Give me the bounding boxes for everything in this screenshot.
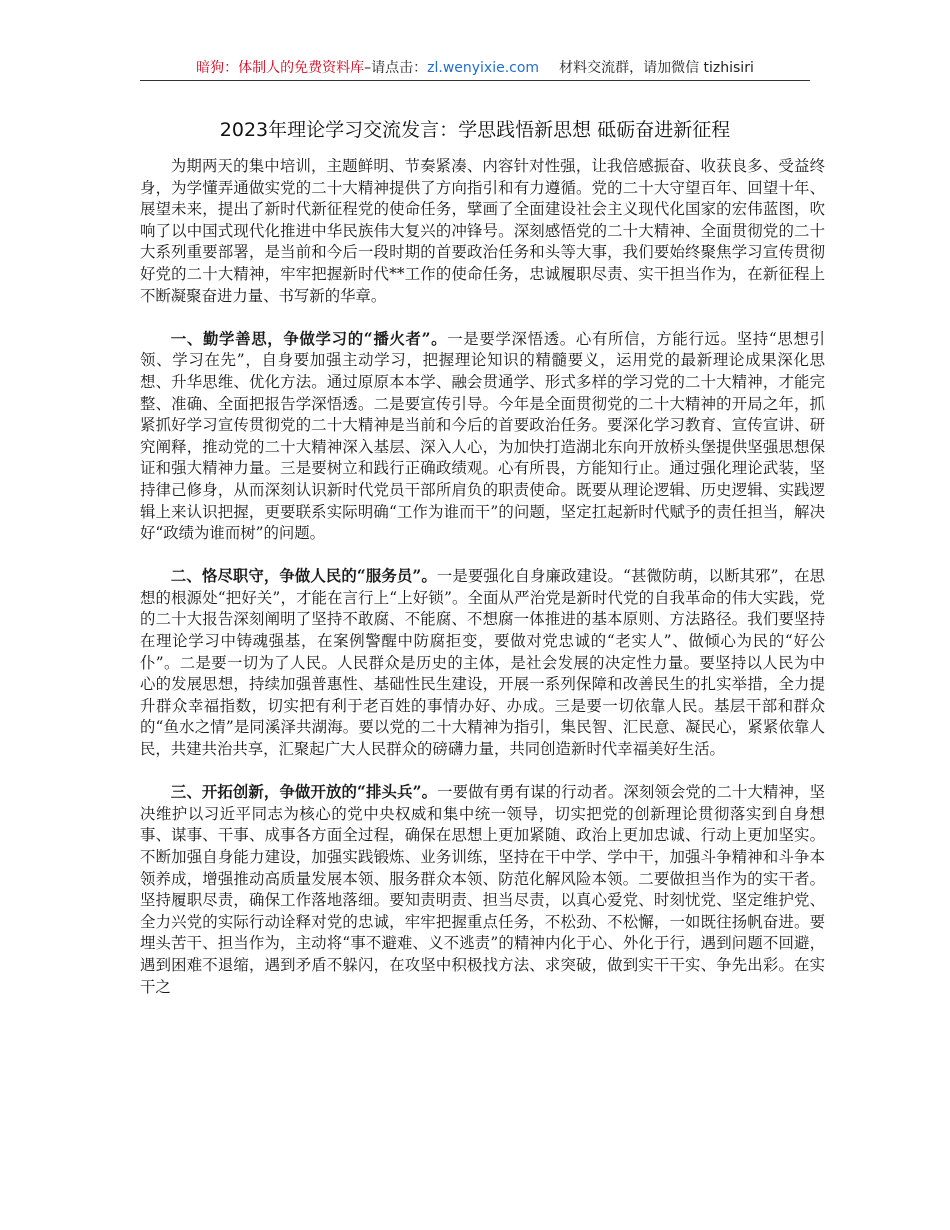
section-heading: 二、恪尽职守，争做人民的“服务员”。: [170, 567, 437, 586]
click-prompt-text: –请点击：: [364, 60, 428, 76]
section-text: 一要做有勇有谋的行动者。深刻领会党的二十大精神，坚决维护以习近平同志为核心的党中央权威和集中统一领导，切实把党的创新理论贯彻落实到自身想事、谋事、干事、成事各方面全过程，确保在思想上更加紧随、政治上更加忠诚、行动上更加坚实。不断加强自身能力建设，加强实践锻炼、业务训练，坚持在干中学、学中干，加强斗争精神和斗争本领养成，增强推动高质量发展本领、服务群众本领、防范化解风险本领。二要做担当作为的实干者。坚持履职尽责，确保工作落地落细。要知责明责、担当尽责，以真心爱党、时刻忧党、坚定维护党、全力兴党的实际行动诠释对党的忠诚，牢牢把握重点任务，不松劲、不松懈，一如既往扬帆奋进。要埋头苦干、担当作为，主动将“事不避难、义不逃责”的精神内化于心、外化于行，遇到问题不回避，遇到困难不退缩，遇到矛盾不躲闪，在攻坚中积极找方法、求突破，做到实干干实、争先出彩。在实干之: [140, 783, 825, 996]
header-divider: [140, 80, 810, 81]
section-paragraph: [140, 329, 825, 545]
document-body: [140, 156, 825, 998]
section-paragraph: [140, 566, 825, 760]
site-brand-text: 暗狗：体制人的免费资料库: [196, 60, 365, 76]
section-text: 一是要强化自身廉政建设。“甚微防萌，以断其邪”，在思想的根源处“把好关”，才能在言行上“上好锁”。全面从严治党是新时代党的自我革命的伟大实践，党的二十大报告深刻阐明了坚持不敢腐、不能腐、不想腐一体推进的基本原则、方法路径。我们要坚持在理论学习中铸魂强基，在案例警醒中防腐拒变，要做对党忠诚的“老实人”、做倾心为民的“好公仆”。二是要一切为了人民。人民群众是历史的主体，是社会发展的决定性力量。要坚持以人民为中心的发展思想，持续加强普惠性、基础性民生建设，开展一系列保障和改善民生的扎实举措，全力提升群众幸福指数，切实把有利于老百姓的事情办好、办成。三是要一切依靠人民。基层干部和群众的“鱼水之情”是同溪泽共湖海。要以党的二十大精神为指引，集民智、汇民意、凝民心，紧紧依靠人民，共建共治共享，汇聚起广大人民群众的磅礴力量，共同创造新时代幸福美好生活。: [140, 567, 825, 759]
site-url-link[interactable]: zl.wenyixie.com: [427, 60, 540, 76]
section-paragraph: [140, 782, 825, 998]
intro-paragraph: 为期两天的集中培训，主题鲜明、节奏紧凑、内容针对性强，让我倍感振奋、收获良多、受益终身，为学懂弄通做实党的二十大精神提供了方向指引和有力遵循。党的二十大守望百年、回望十年、展望未来，提出了新时代新征程党的使命任务，擘画了全面建设社会主义现代化国家的宏伟蓝图，吹响了以中国式现代化推进中华民族伟大复兴的冲锋号。深刻感悟党的二十大精神、全面贯彻党的二十大系列重要部署，是当前和今后一段时期的首要政治任务和头等大事，我们要始终聚焦学习宣传贯彻好党的二十大精神，牢牢把握新时代**工作的使命任务，忠诚履职尽责、实干担当作为，在新征程上不断凝聚奋进力量、书写新的华章。: [140, 157, 825, 305]
document-title: 2023年理论学习交流发言：学思践悟新思想 砥砺奋进新征程: [219, 119, 731, 141]
section-heading: 三、开拓创新，争做开放的“排头兵”。: [170, 783, 438, 802]
contact-text: 材料交流群，请加微信 tizhisiri: [559, 60, 754, 76]
section-heading: 一、勤学善思，争做学习的“播火者”。: [170, 329, 448, 348]
site-banner: [140, 58, 810, 78]
section-text: 一是要学深悟透。心有所信，方能行远。坚持“思想引领、学习在先”，自身要加强主动学习，把握理论知识的精髓要义，运用党的最新理论成果深化思想、升华思维、优化方法。通过原原本本学、融会贯通学、形式多样的学习党的二十大精神，才能完整、准确、全面把报告学深悟透。二是要宣传引导。今年是全面贯彻党的二十大精神的开局之年，抓紧抓好学习宣传贯彻党的二十大精神是当前和今后的首要政治任务。要深化学习教育、宣传宣讲、研究阐释，推动党的二十大精神深入基层、深入人心，为加快打造湖北东向开放桥头堡提供坚强思想保证和强大精神力量。三是要树立和践行正确政绩观。心有所畏，方能知行止。通过强化理论武装，坚持律己修身，从而深刻认识新时代党员干部所肩负的职责使命。既要从理论逻辑、历史逻辑、实践逻辑上来认识把握，更要联系实际明确“工作为谁而干”的问题，坚定扛起新时代赋予的责任担当，解决好“政绩为谁而树”的问题。: [140, 329, 825, 543]
